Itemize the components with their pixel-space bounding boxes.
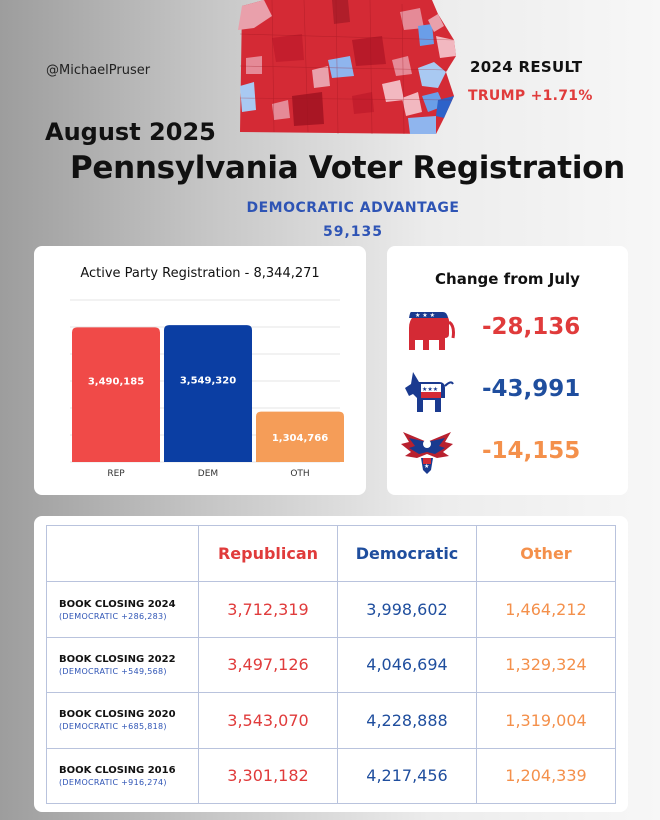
svg-text:★★★: ★★★ xyxy=(422,386,439,393)
change-card xyxy=(387,246,628,495)
row-label-cell xyxy=(47,693,199,748)
cell-dem: 4,046,694 xyxy=(338,637,477,692)
row-title: BOOK CLOSING 2020 xyxy=(59,709,176,721)
row-margin: (DEMOCRATIC +549,568) xyxy=(59,666,167,676)
cell-dem: 4,217,456 xyxy=(338,748,477,803)
change-value-dem: -43,991 xyxy=(482,376,581,402)
advantage-label: DEMOCRATIC ADVANTAGE xyxy=(246,200,460,216)
change-row-rep xyxy=(387,304,628,354)
pennsylvania-county-map xyxy=(232,0,460,134)
change-row-dem xyxy=(387,366,628,416)
result-label: 2024 RESULT xyxy=(470,58,583,76)
eagle-icon xyxy=(399,428,455,478)
gop-elephant-icon xyxy=(399,304,455,354)
table-corner-cell xyxy=(47,526,199,582)
row-title: BOOK CLOSING 2024 xyxy=(59,598,176,610)
table-header-row xyxy=(47,526,616,582)
row-label-cell xyxy=(47,748,199,803)
svg-text:★: ★ xyxy=(424,463,430,470)
cell-rep: 3,543,070 xyxy=(199,693,338,748)
author-handle: @MichaelPruser xyxy=(46,63,151,78)
month-heading: August 2025 xyxy=(45,118,216,146)
cell-oth: 1,319,004 xyxy=(477,693,616,748)
table-row xyxy=(47,582,616,637)
cell-rep: 3,712,319 xyxy=(199,582,338,637)
advantage-value: 59,135 xyxy=(322,224,384,240)
bar-value-label: 3,549,320 xyxy=(179,375,237,387)
header-republican: Republican xyxy=(199,526,338,582)
cell-oth: 1,204,339 xyxy=(477,748,616,803)
table-row xyxy=(47,637,616,692)
result-value: TRUMP +1.71% xyxy=(468,88,593,104)
bar-rep xyxy=(72,327,160,462)
history-table-card xyxy=(34,516,628,812)
row-label-cell xyxy=(47,582,199,637)
bar-chart xyxy=(34,246,366,495)
democratic-donkey-icon xyxy=(399,366,455,416)
table-row xyxy=(47,693,616,748)
header-other: Other xyxy=(477,526,616,582)
bar-value-label: 3,490,185 xyxy=(87,376,145,388)
change-value-oth: -14,155 xyxy=(482,438,581,464)
table-row xyxy=(47,748,616,803)
cell-dem: 3,998,602 xyxy=(338,582,477,637)
change-row-oth xyxy=(387,428,628,478)
cell-dem: 4,228,888 xyxy=(338,693,477,748)
page-title: Pennsylvania Voter Registration xyxy=(70,150,625,186)
row-label-cell xyxy=(47,637,199,692)
history-table xyxy=(46,525,616,804)
registration-chart-card xyxy=(34,246,366,495)
bar-value-label: 1,304,766 xyxy=(271,432,329,444)
category-label: OTH xyxy=(290,469,310,479)
category-label: DEM xyxy=(197,469,219,479)
row-margin: (DEMOCRATIC +916,274) xyxy=(59,777,167,787)
svg-text:★ ★ ★: ★ ★ ★ xyxy=(415,312,435,319)
chart-title: Active Party Registration - 8,344,271 xyxy=(80,266,320,281)
row-title: BOOK CLOSING 2022 xyxy=(59,653,176,665)
change-value-rep: -28,136 xyxy=(482,314,581,340)
cell-oth: 1,464,212 xyxy=(477,582,616,637)
header-democratic: Democratic xyxy=(338,526,477,582)
cell-rep: 3,301,182 xyxy=(199,748,338,803)
cell-rep: 3,497,126 xyxy=(199,637,338,692)
change-title: Change from July xyxy=(435,270,580,288)
row-margin: (DEMOCRATIC +685,818) xyxy=(59,722,167,732)
cell-oth: 1,329,324 xyxy=(477,637,616,692)
row-margin: (DEMOCRATIC +286,283) xyxy=(59,611,167,621)
category-label: REP xyxy=(107,469,125,479)
bar-dem xyxy=(164,325,252,462)
row-title: BOOK CLOSING 2016 xyxy=(59,764,176,776)
